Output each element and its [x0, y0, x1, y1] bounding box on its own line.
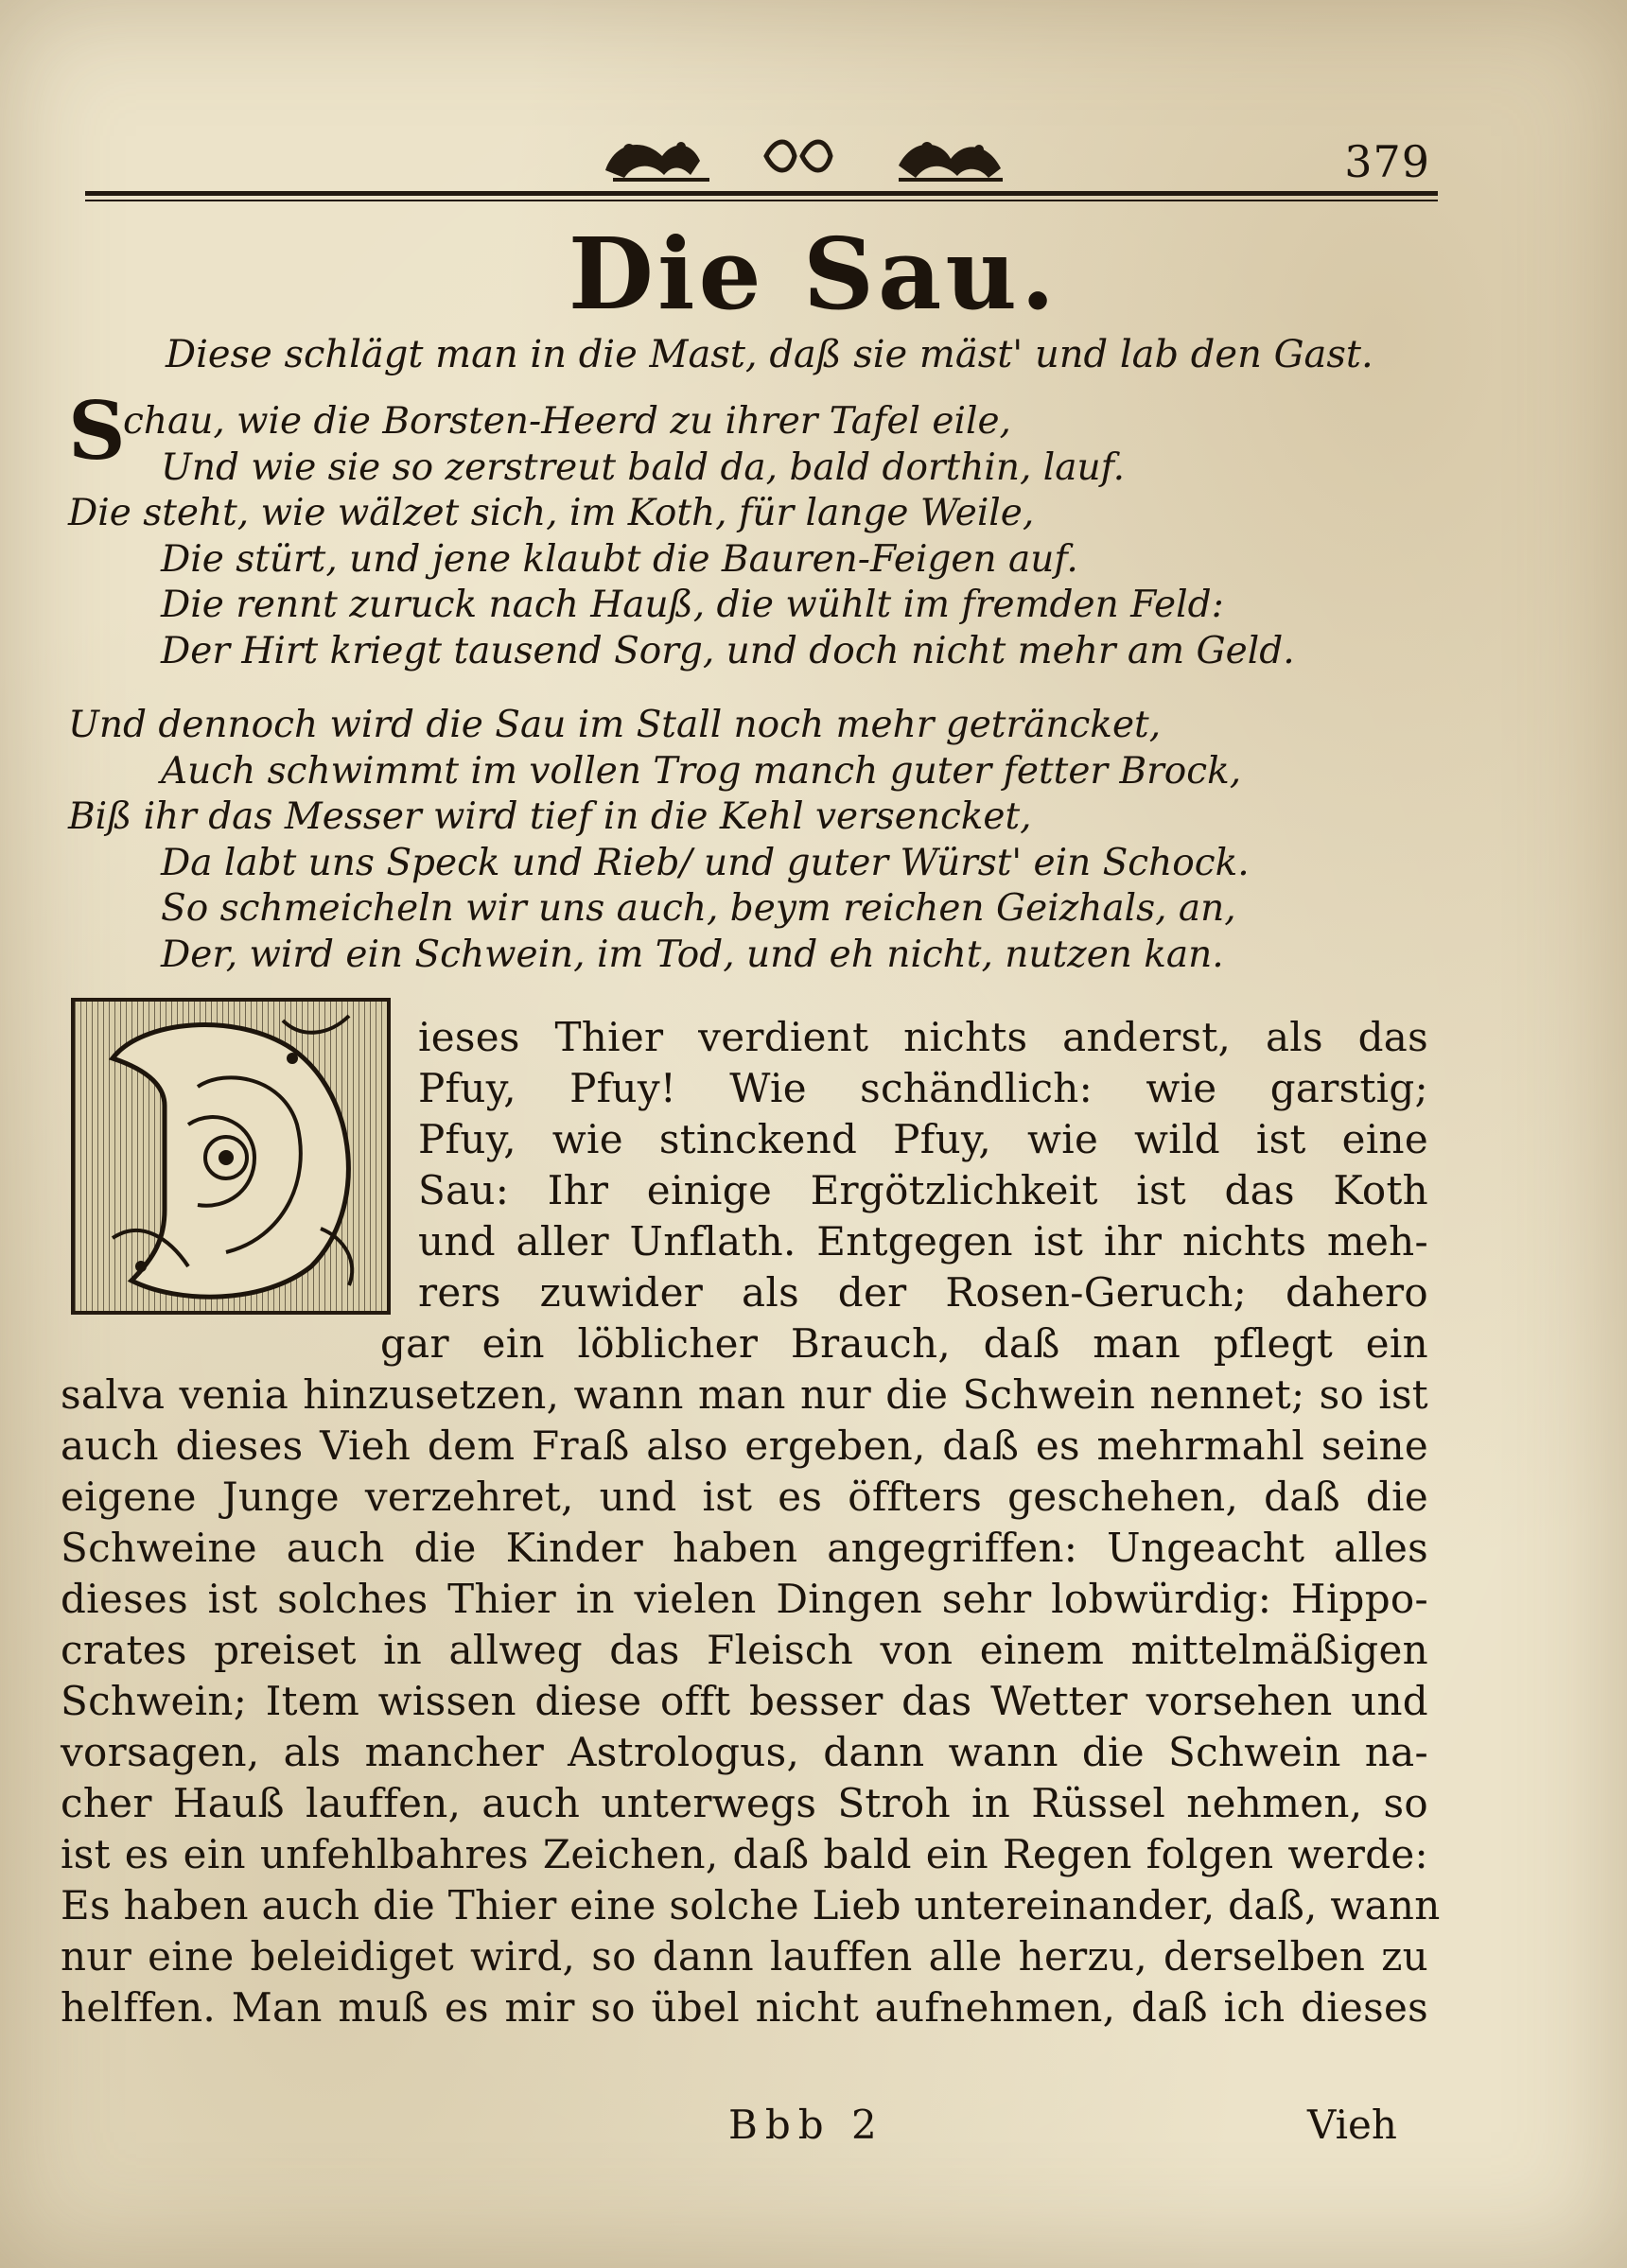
poem-drop-initial: S	[68, 384, 126, 478]
poem-line: Da labt uns Speck und Rieb/ und guter Würst' ein Schock.	[161, 841, 1250, 884]
prose-line: dieses ist solches Thier in vielen Dingen sehr lobwürdig: Hippo-	[61, 1576, 1428, 1622]
poem-line: Auch schwimmt im vollen Trog manch guter fetter Brock,	[161, 749, 1242, 793]
prose-line: nur eine beleidiget wird, so dann lauffen alle herzu, derselben zu	[61, 1933, 1428, 1980]
page-header	[85, 123, 1438, 199]
prose-line: Pfuy, Pfuy! Wie schändlich: wie garstig;	[418, 1065, 1428, 1111]
poem-line: S chau, wie die Borsten-Heerd zu ihrer Tafel eile,	[68, 384, 1011, 478]
poem-line: Und wie sie so zerstreut bald da, bald dorthin, lauf.	[161, 445, 1126, 489]
poem-line: So schmeicheln wir uns auch, beym reichen Geizhals, an,	[161, 887, 1236, 930]
prose-line: Es haben auch die Thier eine solche Lieb untereinander, daß, wann	[61, 1882, 1441, 1928]
header-rule	[85, 191, 1438, 201]
motto: Diese schlägt man in die Mast, daß sie mäst' und lab den Gast.	[166, 333, 1373, 376]
prose-line: gar ein löblicher Brauch, daß man pflegt ein	[380, 1320, 1428, 1367]
catchword: Vieh	[1307, 2102, 1397, 2148]
prose-line: crates preiset in allweg das Fleisch von einem mittelmäßigen	[61, 1627, 1428, 1673]
prose-line: helffen. Man muß es mir so übel nicht aufnehmen, daß ich dieses	[61, 1984, 1428, 2031]
prose-line: Schwein; Item wissen diese offt besser das Wetter vorsehen und	[61, 1678, 1428, 1724]
prose-line: cher Hauß lauffen, auch unterwegs Stroh in Rüssel nehmen, so	[61, 1780, 1428, 1826]
prose-line: eigene Junge verzehret, und ist es öffters geschehen, daß die	[61, 1474, 1428, 1520]
poem-line: Der Hirt kriegt tausend Sorg, und doch nicht mehr am Geld.	[161, 629, 1295, 672]
decorated-initial-d-icon	[71, 998, 391, 1315]
prose-line: salva venia hinzusetzen, wann man nur die Schwein nennet; so ist	[61, 1371, 1428, 1418]
prose-line: vorsagen, als mancher Astrologus, dann wann die Schwein na-	[61, 1729, 1428, 1775]
prose-line: Sau: Ihr einige Ergötzlichkeit ist das Koth	[418, 1167, 1428, 1213]
fleuron-ornament-icon	[586, 123, 1022, 189]
poem-line: Die rennt zuruck nach Hauß, die wühlt im fremden Feld:	[161, 584, 1224, 626]
poem-line: Der, wird ein Schwein, im Tod, und eh nicht, nutzen kan.	[161, 933, 1224, 976]
prose-line: auch dieses Vieh dem Fraß also ergeben, daß es mehrmahl seine	[61, 1422, 1428, 1469]
prose-line: rers zuwider als der Rosen-Geruch; dahero	[418, 1269, 1428, 1316]
poem-line: Und dennoch wird die Sau im Stall noch mehr geträncket,	[68, 704, 1162, 746]
prose-line: ist es ein unfehlbahres Zeichen, daß bald ein Regen folgen werde:	[61, 1831, 1428, 1877]
stanza-gap	[68, 674, 1411, 703]
poem-line: Die steht, wie wälzet sich, im Koth, für lange Weile,	[68, 492, 1035, 534]
prose-line: Schweine auch die Kinder haben angegriffen: Ungeacht alles	[61, 1525, 1428, 1571]
prose-line: ieses Thier verdient nichts anderst, als das	[418, 1014, 1428, 1060]
page-number: 379	[1344, 136, 1430, 187]
prose-line: Pfuy, wie stinckend Pfuy, wie wild ist eine	[418, 1116, 1428, 1162]
prose-line: und aller Unflath. Entgegen ist ihr nichts meh-	[418, 1218, 1428, 1265]
poem-line: Biß ihr das Messer wird tief in die Kehl versencket,	[68, 795, 1032, 838]
poem	[68, 384, 1411, 978]
page-title: Die Sau.	[568, 216, 1059, 332]
poem-line: Die stürt, und jene klaubt die Bauren-Feigen auf.	[161, 537, 1078, 581]
signature-mark: Bbb 2	[728, 2102, 884, 2148]
